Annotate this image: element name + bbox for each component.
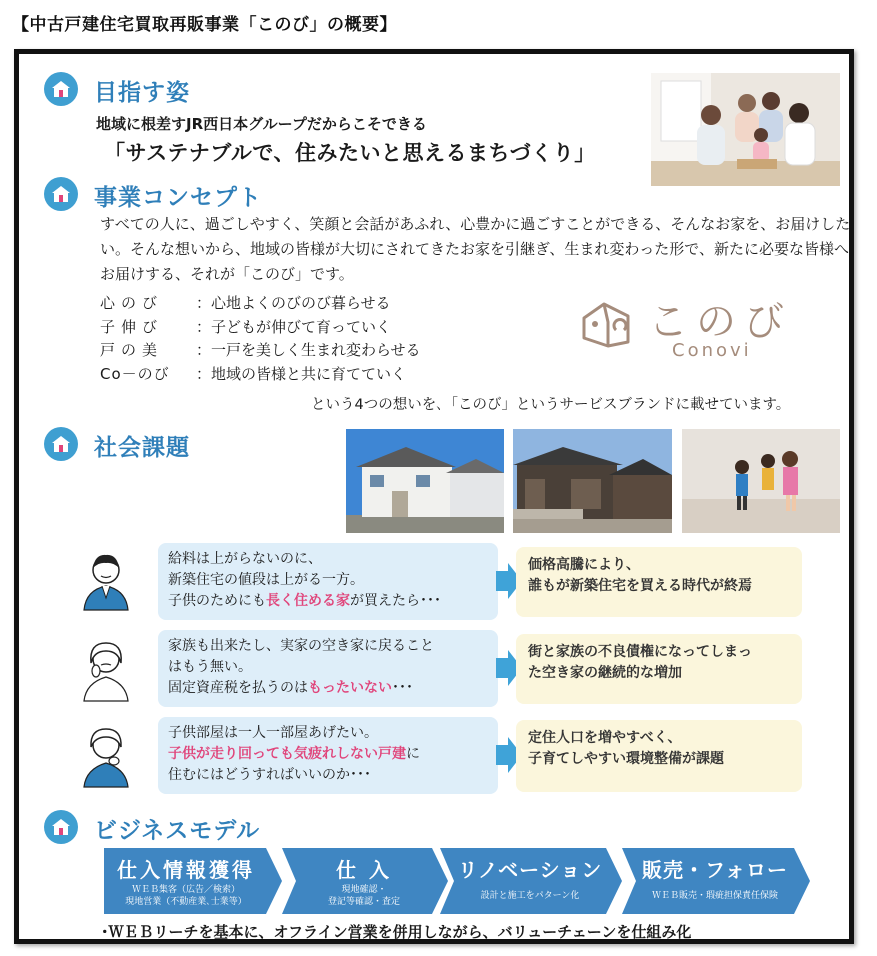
family-photo	[651, 73, 840, 186]
value-chain-step: 仕 入 現地確認・ 登記等確認・査定	[282, 848, 448, 914]
definition-item: Co－のび ：地域の皆様と共に育てていく	[100, 364, 407, 383]
result-box: 価格高騰により、 誰もが新築住宅を買える時代が終焉	[516, 547, 802, 617]
children-playing-photo	[682, 429, 840, 533]
issue-bubble: 子供部屋は一人一部屋あげたい。 子供が走り回っても気疲れしない戸建に 住むにはどうすればいいのか･･･	[158, 717, 498, 794]
brand-note: という4つの想いを､「このび」というサービスブランドに載せています。	[311, 397, 791, 413]
issue-bubble: 給料は上がらないのに、 新築住宅の値段は上がる一方。 子供のためにも長く住める家が買えたら･･･	[158, 543, 498, 620]
vision-headline: 「サステナブルで、住みたいと思えるまちづくり」	[104, 141, 596, 165]
page-title: 【中古戸建住宅買取再販事業「このび」の概要】	[12, 15, 397, 35]
vision-lead: 地域に根差すJR西日本グループだからこそできる	[96, 115, 427, 133]
vision-title: 目指す姿	[94, 80, 190, 106]
definition-item: 子伸び ：子どもが伸びて育っていく	[100, 317, 392, 336]
worried-man-icon	[74, 548, 138, 612]
issue-bubble: 家族も出来たし、実家の空き家に戻ること はもう無い。 固定資産税を払うのはもったいない･･･	[158, 630, 498, 707]
concept-body: すべての人に、過ごしやすく、笑顔と会話があふれ、心豊かに過ごすことができる、そんなお家を、お届けしたい。そんな想いから、地域の皆様が大切にされてきたお家を引継ぎ、生まれ変わった形で、新たに必要な皆様へお届けする、それが「このび」です。	[100, 215, 851, 283]
logo-subtext: Conovi	[672, 340, 752, 361]
concept-title: 事業コンセプト	[94, 185, 262, 211]
result-box: 定住人口を増やすべく、 子育てしやすい環境整備が課題	[516, 720, 802, 792]
house-icon	[44, 72, 78, 106]
house-icon	[44, 427, 78, 461]
value-chain-step: 仕入情報獲得 ＷＥＢ集客（広告／検索） 現地営業（不動産業､士業等）	[104, 848, 282, 914]
business-title: ビジネスモデル	[94, 818, 261, 844]
logo-text: このび	[648, 299, 792, 345]
social-title: 社会課題	[94, 435, 190, 461]
value-chain-step: リノベーション 設計と施工をパターン化	[440, 848, 622, 914]
definition-list	[100, 292, 421, 386]
house-photo	[346, 429, 504, 533]
definition-item: 戸の美 ：一戸を美しく生まれ変わらせる	[100, 341, 421, 359]
worried-woman-icon	[76, 637, 136, 703]
vacant-house-photo	[513, 429, 672, 533]
value-chain-step: 販売・フォロー ＷＥＢ販売・瑕疵担保責任保険	[622, 848, 810, 914]
business-note: ･ＷＥＢリーチを基本に、オフライン営業を併用しながら、バリューチェーンを仕組み化	[101, 923, 692, 941]
definition-item: 心のび ：心地よくのびのび暮らせる	[100, 294, 391, 312]
result-box: 街と家族の不良債権になってしまっ た空き家の継続的な増加	[516, 634, 802, 704]
house-icon	[44, 177, 78, 211]
house-icon	[44, 810, 78, 844]
thinking-woman-icon	[76, 723, 136, 789]
house-logo-icon	[580, 296, 632, 348]
